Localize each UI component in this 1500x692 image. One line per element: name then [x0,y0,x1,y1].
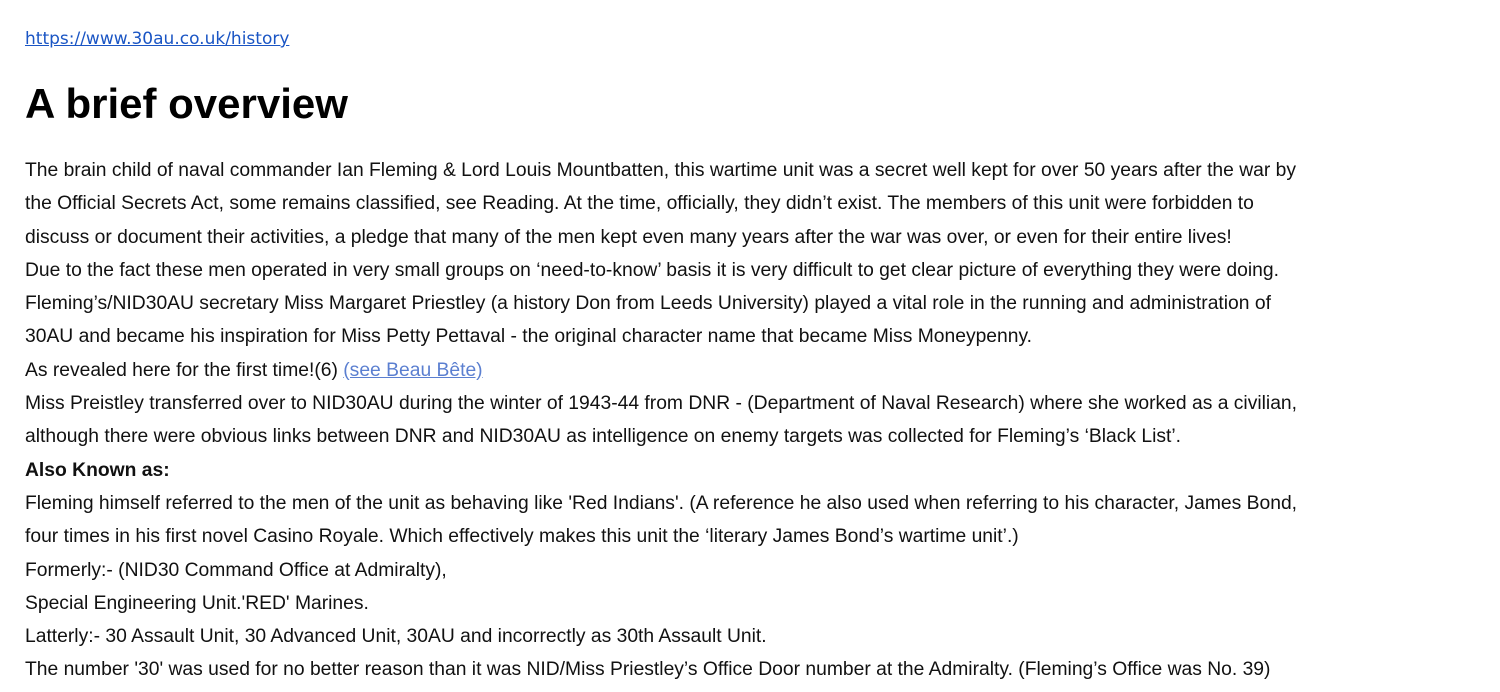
paragraph-line: Fleming himself referred to the men of the unit as behaving like 'Red Indians'. (A reference he also used when referring to his character, James Bond, [25,492,1298,514]
paragraph-line: 30AU and became his inspiration for Miss Petty Pettaval - the original character name that became Miss Moneypenny. [25,326,1033,348]
paragraph-line: four times in his first novel Casino Royale. Which effectively makes this unit the ‘literary James Bond’s wartime unit’.) [25,526,1019,548]
paragraph-line: Due to the fact these men operated in very small groups on ‘need-to-know’ basis it is very difficult to get clear picture of everything they were doing. [25,259,1279,281]
also-known-as-heading: Also Known as: [25,459,170,481]
paragraph-line: discuss or document their activities, a pledge that many of the men kept even many years after the war was over, or even for their entire lives! [25,226,1232,248]
paragraph-line: the Official Secrets Act, some remains classified, see Reading. At the time, officially, they didn’t exist. The members of this unit were forbidden to [25,193,1254,215]
page-title: A brief overview [25,80,348,127]
article-body [25,154,1485,687]
see-beau-bete-link[interactable]: (see Beau Bête) [343,359,483,381]
paragraph-line: Fleming’s/NID30AU secretary Miss Margaret Priestley (a history Don from Leeds University) played a vital role in the running and administration of [25,293,1271,315]
paragraph-line: Miss Preistley transferred over to NID30AU during the winter of 1943-44 from DNR - (Department of Naval Research) where she worked as a civilian, [25,393,1297,415]
source-url-link[interactable]: https://www.30au.co.uk/history [25,29,290,49]
latterly-line: Latterly:- 30 Assault Unit, 30 Advanced Unit, 30AU and incorrectly as 30th Assault Unit. [25,626,767,648]
revealed-line [25,354,1485,387]
office-number-line: The number '30' was used for no better reason than it was NID/Miss Priestley’s Office Door number at the Admiralty. (Fleming’s Office was No. 39) [25,659,1271,681]
formerly-line: Formerly:- (NID30 Command Office at Admiralty), [25,559,447,581]
paragraph-line: although there were obvious links between DNR and NID30AU as intelligence on enemy targets was collected for Fleming’s ‘Black List’. [25,426,1182,448]
special-engineering-line: Special Engineering Unit.'RED' Marines. [25,592,369,614]
paragraph-line: The brain child of naval commander Ian Fleming & Lord Louis Mountbatten, this wartime unit was a secret well kept for over 50 years after the war by [25,160,1297,181]
revealed-text: As revealed here for the first time!(6) [25,359,344,381]
